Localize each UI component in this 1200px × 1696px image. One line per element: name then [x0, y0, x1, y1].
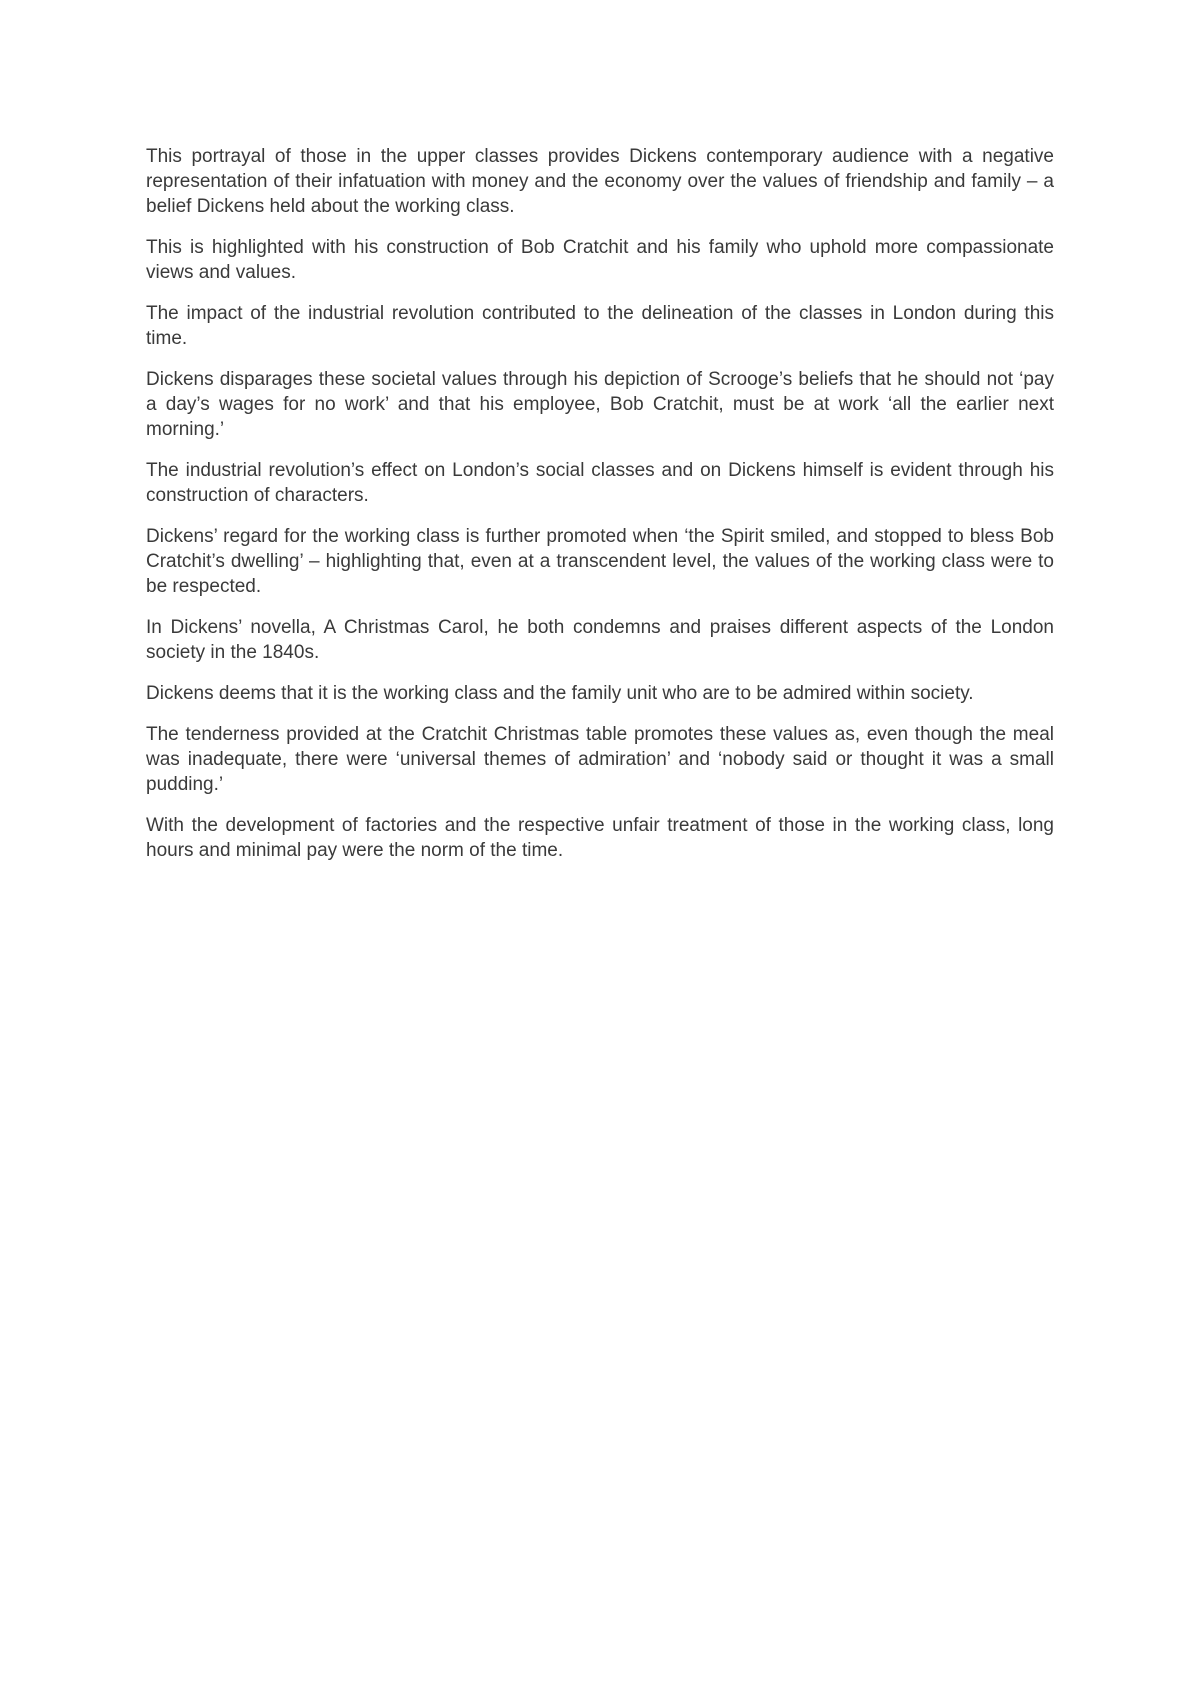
- paragraph-8: Dickens deems that it is the working class and the family unit who are to be admired within society.: [146, 683, 974, 704]
- paragraph-6: Dickens’ regard for the working class is further promoted when ‘the Spirit smiled, and stopped to bless Bob Cratchit’s dwelling’ – highlighting that, even at a transcendent level, the values of the working class were to be respected.: [146, 526, 1054, 597]
- paragraph-2: This is highlighted with his construction of Bob Cratchit and his family who uphold more compassionate views and values.: [146, 237, 1054, 283]
- paragraph-5: The industrial revolution’s effect on London’s social classes and on Dickens himself is evident through his construction of characters.: [146, 460, 1054, 506]
- paragraph-7: In Dickens’ novella, A Christmas Carol, he both condemns and praises different aspects of the London society in the 1840s.: [146, 617, 1054, 663]
- paragraph-9: The tenderness provided at the Cratchit Christmas table promotes these values as, even though the meal was inadequate, there were ‘universal themes of admiration’ and ‘nobody said or thought it was a small pudding.’: [146, 724, 1054, 795]
- paragraph-3: The impact of the industrial revolution contributed to the delineation of the classes in London during this time.: [146, 303, 1054, 349]
- paragraph-4: Dickens disparages these societal values through his depiction of Scrooge’s beliefs that he should not ‘pay a day’s wages for no work’ and that his employee, Bob Cratchit, must be at work ‘all the earlier next morning.’: [146, 369, 1054, 440]
- document-body: [146, 144, 1054, 879]
- paragraph-10: With the development of factories and the respective unfair treatment of those in the working class, long hours and minimal pay were the norm of the time.: [146, 815, 1054, 861]
- paragraph-1: This portrayal of those in the upper classes provides Dickens contemporary audience with a negative representation of their infatuation with money and the economy over the values of friendship and family – a belief Dickens held about the working class.: [146, 146, 1054, 217]
